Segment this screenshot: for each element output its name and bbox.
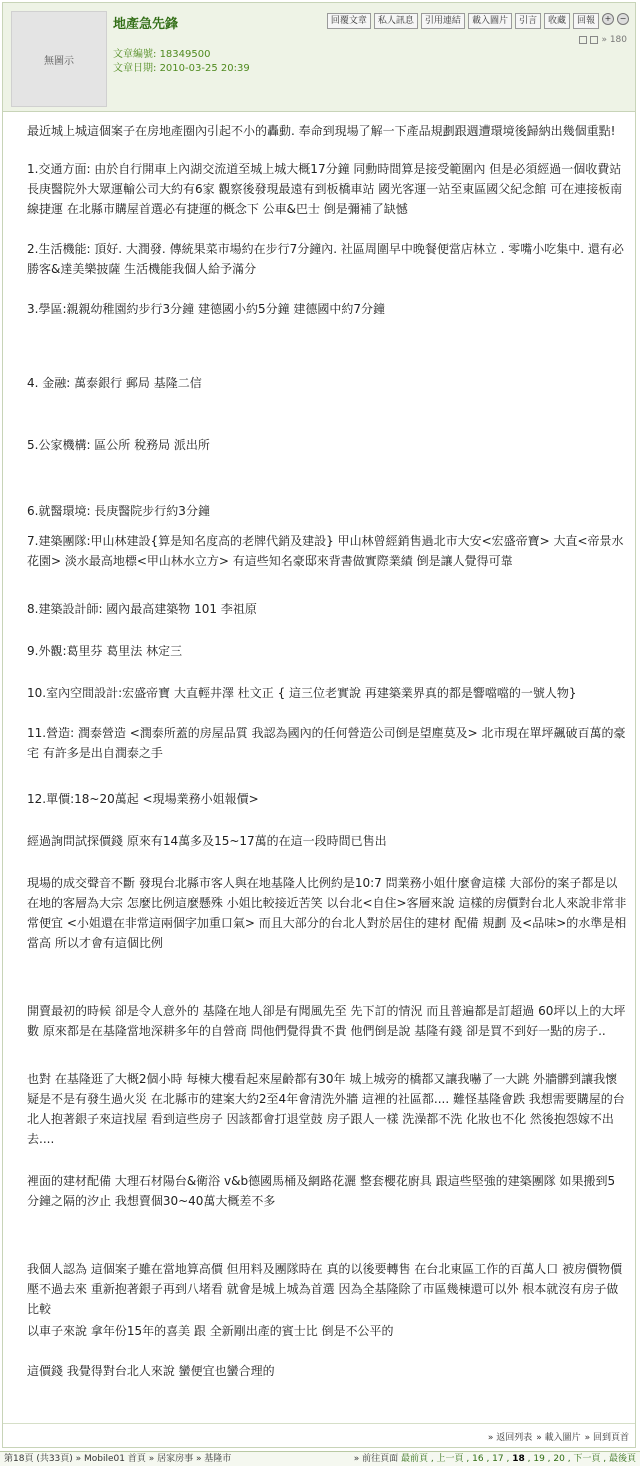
bookmark-button[interactable]: 收藏 <box>544 13 570 29</box>
private-message-button[interactable]: 私人訊息 <box>374 13 418 29</box>
post-container <box>2 2 636 1448</box>
back-to-top-link[interactable]: » 回到頁首 <box>584 1433 629 1443</box>
list-icon[interactable] <box>590 36 598 44</box>
pagination-links[interactable]: 最前頁 , 上一頁 , 16 , 17 , <box>400 1454 510 1464</box>
article-date <box>113 59 250 74</box>
paragraph-finance: 4. 金融: 萬泰銀行 郵局 基隆二信 <box>27 376 202 390</box>
paragraph-living: 2.生活機能: 頂好. 大潤發. 傳統果菜市場約在步行7分鐘內. 社區周圍早中晚餐便當店林立 . 零嘴小吃集中. 還有必勝客&達美樂披薩 生活機能我個人給予滿分 <box>27 242 624 276</box>
article-date-value: 2010-03-25 20:39 <box>159 63 250 74</box>
reply-button[interactable]: 回覆文章 <box>327 13 371 29</box>
thumbs-up-icon[interactable]: + <box>602 13 614 25</box>
quote-link-button[interactable]: 引用連結 <box>421 13 465 29</box>
paragraph-ratio: 現場的成交聲音不斷 發現台北縣市客人與在地基隆人比例約是10:7 問業務小姐什麼會這樣 大部份的案子都是以在地的客層為大宗 怎麼比例這麼懸殊 小姐比較接近苦笑 以台北<自住>客層來說 這樣的房價對台北人來說非常非常便宜 <小姐還在非常這兩個字加重口氣> 而且大部分的台北人對於居住的建材 配備 規劃 及<品味>的水準是相當高 所以才會有這個比例 <box>27 876 627 950</box>
article-number-value: 18349500 <box>159 49 211 60</box>
post-bottom-bar <box>3 1423 635 1448</box>
author-name[interactable]: 地產急先鋒 <box>113 17 179 32</box>
pagination-current: 18 <box>512 1454 525 1464</box>
paragraph-team: 7.建築團隊:甲山林建設{算是知名度高的老牌代銷及建設} 甲山林曾經銷售過北市大安<宏盛帝寶> 大直<帝景水花園> 淡水最高地標<甲山林水立方> 有這些知名豪邸來背書做實際業績 倒是讓人覺得可靠 <box>27 534 624 568</box>
page-footer <box>0 1451 640 1466</box>
quote-button[interactable]: 引言 <box>515 13 541 29</box>
paragraph-materials: 裡面的建材配備 大理石材陽台&衛浴 v&b德國馬桶及網路花灑 整套櫻花廚具 跟這些堅強的建築團隊 如果搬到5分鐘之隔的汐止 我想賣個30~40萬大概差不多 <box>27 1174 616 1208</box>
paragraph-designer: 8.建築設計師: 國內最高建築物 101 李祖原 <box>27 602 257 616</box>
paragraph-government: 5.公家機構: 區公所 稅務局 派出所 <box>27 438 210 452</box>
avatar-placeholder-text: 無圖示 <box>44 55 74 67</box>
paragraph-school: 3.學區:親親幼稚園約步行3分鐘 建德國小約5分鐘 建德國中約7分鐘 <box>27 302 386 316</box>
paragraph-exterior: 9.外觀:葛里芬 葛里法 林定三 <box>27 644 183 658</box>
breadcrumb[interactable]: 第18頁 (共33頁) » Mobile01 首頁 » 居家房事 » 基隆市 <box>4 1454 232 1464</box>
view-count <box>579 35 627 45</box>
paragraph-locals: 開賣最初的時候 卻是令人意外的 基隆在地人卻是有聞風先至 先下訂的情況 而且普遍都是訂超過 60坪以上的大坪數 原來都是在基隆當地深耕多年的自營商 問他們覺得貴不貴 他們倒是說 基隆有錢 卻是買不到好一點的房子.. <box>27 1004 626 1038</box>
back-to-list-link[interactable]: » 返回列表 <box>487 1433 533 1443</box>
article-number <box>113 45 210 60</box>
article-number-label: 文章編號: <box>113 49 157 60</box>
pagination <box>354 1452 636 1466</box>
avatar <box>11 11 107 107</box>
paragraph-sold: 經過詢問試探價錢 原來有14萬多及15~17萬的在這一段時間已售出 <box>27 834 387 848</box>
post-bottom-links <box>488 1430 629 1443</box>
paragraph-price: 12.單價:18~20萬起 <現場業務小姐報價> <box>27 792 259 806</box>
pagination-links-next[interactable]: , 19 , 20 , 下一頁 , 最後頁 <box>527 1454 636 1464</box>
view-count-value: » 180 <box>601 35 627 45</box>
thumbs-down-icon[interactable]: − <box>617 13 629 25</box>
paragraph-medical: 6.就醫環境: 長庚醫院步行約3分鐘 <box>27 504 210 518</box>
paragraph-interior: 10.室內空間設計:宏盛帝寶 大直輕井澤 杜文正 { 這三位老實說 再建築業界真的都是響噹噹的一號人物} <box>27 686 577 700</box>
paragraph-intro: 最近城上城這個案子在房地產圈內引起不小的轟動. 奉命到現場了解一下產品規劃跟週遭環境後歸納出幾個重點! <box>27 124 616 138</box>
paragraph-conclusion: 這價錢 我覺得對台北人來說 蠻便宜也蠻合理的 <box>27 1364 275 1378</box>
paragraph-car: 以車子來說 拿年份15年的喜美 跟 全新剛出產的賓士比 倒是不公平的 <box>27 1324 394 1338</box>
paragraph-construction: 11.營造: 潤泰營造 <潤泰所蓋的房屋品質 我認為國內的任何營造公司倒是望塵莫及> 北市現在單坪飆破百萬的豪宅 有許多是出自潤泰之手 <box>27 726 626 760</box>
post-toolbar <box>327 13 629 29</box>
load-images-button[interactable]: 載入圖片 <box>468 13 512 29</box>
report-button[interactable]: 回報 <box>573 13 599 29</box>
article-date-label: 文章日期: <box>113 63 157 74</box>
paragraph-opinion: 我個人認為 這個案子雖在當地算高價 但用料及團隊時在 真的以後要轉售 在台北東區工作的百萬人口 被房價物價壓不過去來 重新抱著銀子再到八堵看 就會是城上城為首選 因為全基隆除了市區幾棟還可以外 根本就沒有房子做比較 <box>27 1262 623 1316</box>
post-header <box>3 3 635 112</box>
paragraph-keelung: 也對 在基隆逛了大概2個小時 每棟大樓看起來屋齡都有30年 城上城旁的橋都又讓我嚇了一大跳 外牆髒到讓我懷疑是不是有發生過火災 在北縣市的建案大約2至4年會清洗外牆 這裡的社區都.... 難怪基隆會跌 我想需要購屋的台北人抱著銀子來這找屋 看到這些房子 因該都會打退堂鼓 房子跟人一樣 洗澡都不洗 化妝也不化 然後抱怨嫁不出去.... <box>27 1072 625 1146</box>
grid-icon[interactable] <box>579 36 587 44</box>
paragraph-traffic: 1.交通方面: 由於自行開車上內湖交流道至城上城大概17分鐘 同勳時間算是接受範圍內 但是必須經過一個收費站 長庚醫院外大眾運輸公司大約有6家 觀察後發現最遠有到板橋車站 國光客運一站至東區國父紀念館 可在連接板南線捷運 在北縣市購屋首選必有捷運的概念下 公車&巴士 倒是彌補了缺憾 <box>27 162 623 216</box>
pagination-label: » 前往頁面 <box>353 1454 399 1464</box>
load-images-link[interactable]: » 載入圖片 <box>536 1433 581 1443</box>
